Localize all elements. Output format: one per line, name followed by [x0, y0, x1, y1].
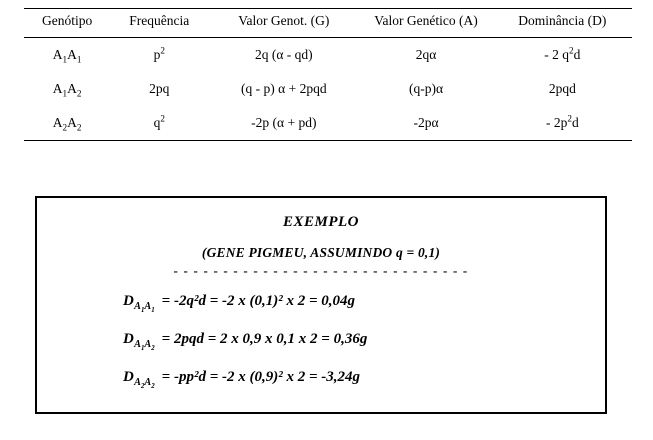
cell-frequency — [110, 106, 208, 141]
equation-body: = -2q²d = -2 x (0,1)² x 2 = 0,04g — [161, 293, 356, 309]
frequency-base: q — [153, 115, 161, 130]
frequency-base: 2pq — [149, 81, 170, 96]
dominance-suffix: d — [573, 47, 581, 62]
cell-dominance — [493, 72, 632, 106]
equation-symbol: D — [123, 331, 135, 348]
genotype-sub-2: 2 — [76, 122, 82, 133]
example-box — [35, 196, 607, 414]
equation-symbol: D — [123, 293, 135, 309]
table-header-row — [24, 9, 632, 38]
equation-symbol: D — [123, 369, 135, 386]
equation-body: = -pp²d = -2 x (0,9)² x 2 = -3,24g — [161, 369, 361, 386]
genotype-allele-2: A — [67, 115, 77, 130]
header-valor-genotipico: Valor Genot. (G) — [238, 13, 330, 28]
cell-genetic-value: (q-p)α — [408, 81, 444, 96]
genotype-allele-2: A — [67, 81, 77, 96]
cell-frequency — [110, 72, 208, 106]
equation-subscript-a: A1A2 — [134, 339, 155, 353]
header-dominancia: Dominância (D) — [518, 13, 607, 28]
frequency-base: p — [153, 47, 161, 62]
cell-genotype — [24, 72, 110, 106]
genotype-sub-1: 1 — [62, 88, 68, 99]
genotype-sub-1: 2 — [62, 122, 68, 133]
genotype-sub-2: 1 — [76, 54, 82, 65]
equation-row — [123, 369, 605, 391]
header-frequencia: Frequência — [129, 13, 190, 28]
cell-genotypic-value: -2p (α + pd) — [251, 115, 317, 130]
header-genotipo: Genótipo — [42, 13, 93, 28]
example-divider: - - - - - - - - - - - - - - - - - - - - - - - - - - - - - - — [173, 263, 469, 278]
cell-genotype — [24, 106, 110, 141]
cell-genotype — [24, 38, 110, 73]
example-title: EXEMPLO — [282, 214, 359, 230]
dominance-base: 2pqd — [548, 81, 576, 96]
cell-dominance — [493, 38, 632, 73]
cell-genetic-value: -2pα — [413, 115, 439, 130]
frequency-exponent: 2 — [160, 45, 165, 56]
genotype-table — [24, 8, 632, 141]
equation-row — [123, 293, 605, 315]
equation-subscript-a: A2A2 — [134, 377, 155, 391]
example-equation-list — [37, 293, 605, 391]
dominance-suffix: d — [571, 115, 579, 130]
header-valor-genetico: Valor Genético (A) — [374, 13, 478, 28]
genotype-allele-2: A — [67, 47, 77, 62]
genotype-allele-1: A — [52, 115, 63, 130]
genotype-allele-1: A — [52, 47, 63, 62]
cell-frequency — [110, 38, 208, 73]
table-body — [24, 38, 632, 141]
table-row — [24, 72, 632, 106]
dominance-exponent: 2 — [569, 45, 574, 56]
genotype-allele-1: A — [52, 81, 63, 96]
example-subtitle: (GENE PIGMEU, ASSUMINDO q = 0,1) — [201, 245, 441, 260]
dominance-base: - 2 q — [544, 47, 570, 62]
frequency-exponent: 2 — [160, 113, 165, 124]
cell-genotypic-value: 2q (α - qd) — [254, 47, 313, 62]
table-header — [24, 9, 632, 38]
equation-body: = 2pqd = 2 x 0,9 x 0,1 x 2 = 0,36g — [161, 331, 368, 348]
equation-subscript-a: A1A1 — [134, 301, 155, 315]
table-row — [24, 106, 632, 141]
table-row — [24, 38, 632, 73]
cell-genetic-value: 2qα — [415, 47, 437, 62]
equation-row — [123, 331, 605, 353]
dominance-base: - 2p — [545, 115, 568, 130]
dominance-exponent: 2 — [567, 113, 572, 124]
genotype-sub-1: 1 — [62, 54, 68, 65]
cell-genotypic-value: (q - p) α + 2pqd — [241, 81, 327, 96]
cell-dominance — [493, 106, 632, 141]
genotype-table-container — [24, 8, 632, 141]
genotype-sub-2: 2 — [76, 88, 82, 99]
